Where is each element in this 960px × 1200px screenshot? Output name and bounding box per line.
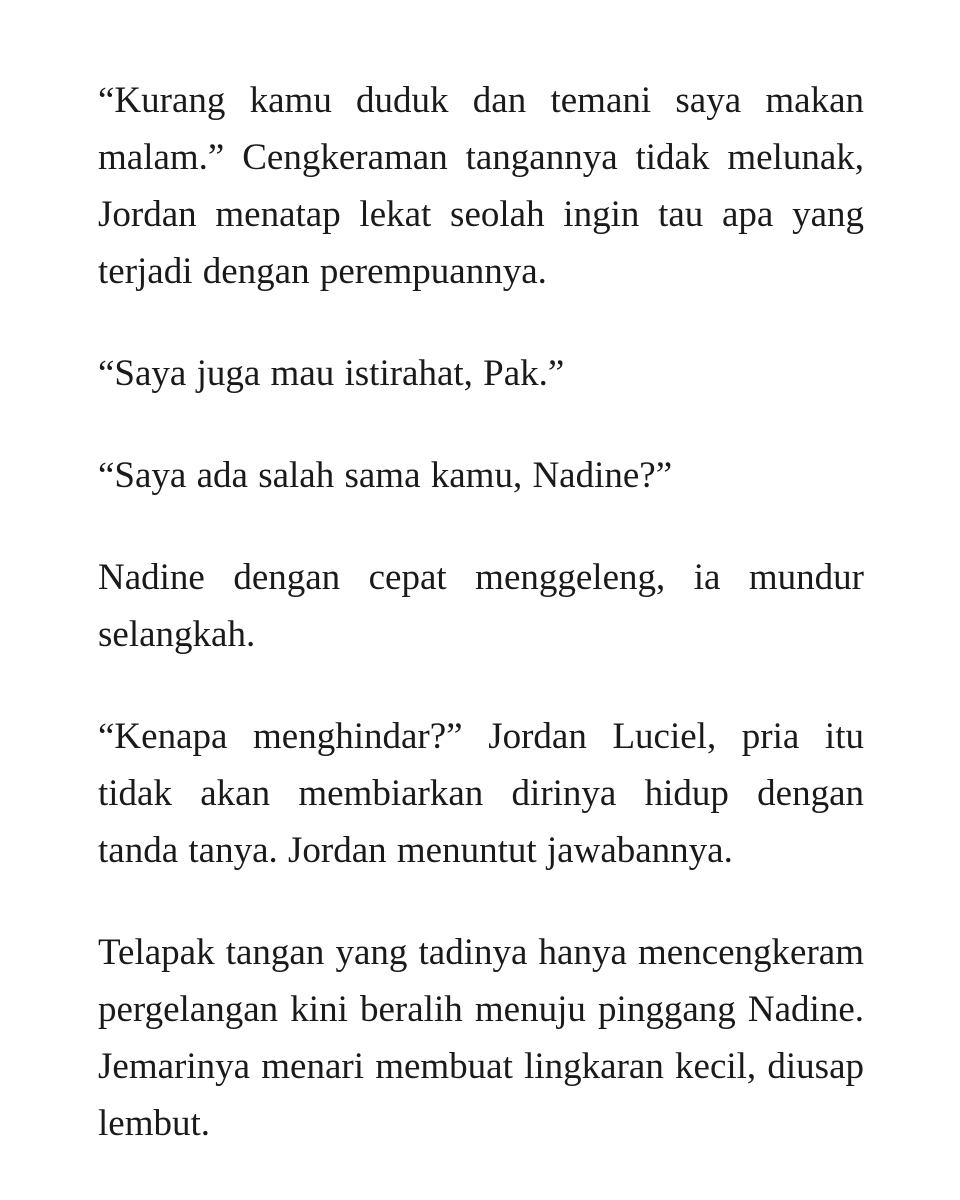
paragraph-hand-waist: Telapak tangan yang tadinya hanya mencengkeram pergelangan kini beralih menuju pinggang Nadine. Jemarinya menari membuat lingkaran kecil, diusap lembut. bbox=[98, 932, 864, 1144]
paragraph-dinner-request: “Kurang kamu duduk dan temani saya makan malam.” Cengkeraman tangannya tidak melunak, Jordan menatap lekat seolah ingin tau apa yang terjadi dengan perempuannya. bbox=[98, 80, 864, 292]
paragraph-question: “Saya ada salah sama kamu, Nadine?” bbox=[98, 455, 673, 496]
paragraph-rest-reply: “Saya juga mau istirahat, Pak.” bbox=[98, 353, 565, 394]
paragraph-why-avoid: “Kenapa menghindar?” Jordan Luciel, pria itu tidak akan membiarkan dirinya hidup dengan tanda tanya. Jordan menuntut jawabannya. bbox=[98, 716, 864, 871]
paragraph-nadine-steps-back: Nadine dengan cepat menggeleng, ia mundur selangkah. bbox=[98, 557, 864, 655]
